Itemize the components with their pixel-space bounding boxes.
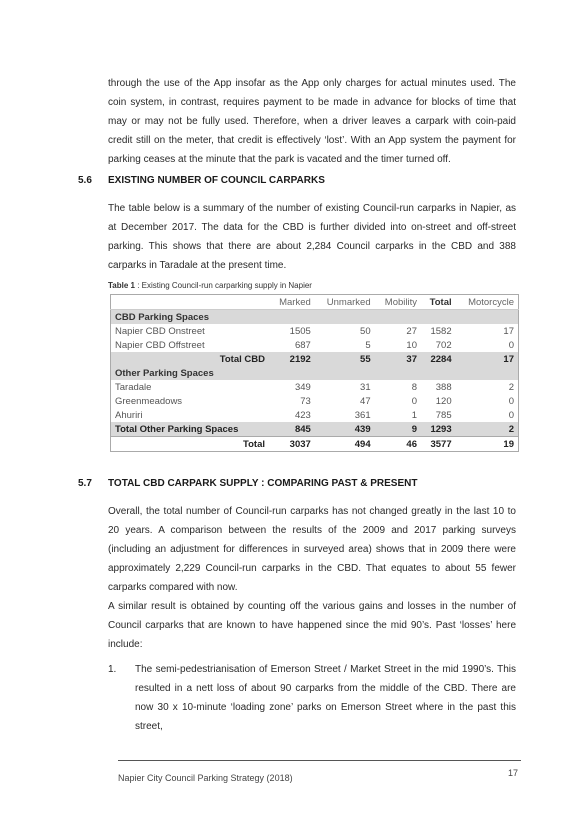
cell: 46 bbox=[375, 437, 421, 452]
cell: 17 bbox=[503, 325, 514, 337]
table-caption bbox=[108, 281, 312, 290]
col-total: Total bbox=[421, 295, 456, 310]
cell: 31 bbox=[360, 381, 371, 393]
subtotal-row bbox=[111, 352, 519, 366]
cell: 1293 bbox=[421, 422, 456, 437]
cell: 0 bbox=[508, 409, 514, 421]
table-row bbox=[111, 380, 519, 394]
section-number: 5.7 bbox=[78, 478, 92, 489]
cell: 439 bbox=[315, 422, 375, 437]
row-label: Greenmeadows bbox=[115, 395, 183, 407]
section-5-7-paragraph-1: Overall, the total number of Council-run carparks has not changed greatly in the last 10 to 20 years. A comparison between the results of the 2009 and 2017 parking surveys (including an adjustment for differences in surveyed area) shows that in 2009 there were approximately 2,229 Council-run carparks in the CBD. That equates to about 55 fewer carparks compared with now. bbox=[108, 506, 516, 593]
grand-total-row bbox=[111, 437, 519, 452]
section-5-7-heading bbox=[78, 478, 417, 489]
cell: 5 bbox=[365, 339, 371, 351]
cell: 687 bbox=[294, 339, 311, 351]
page-number: 17 bbox=[508, 768, 519, 778]
cell: 1582 bbox=[430, 325, 452, 337]
cell: 2192 bbox=[269, 352, 315, 366]
cell: 55 bbox=[315, 352, 375, 366]
row-label: Taradale bbox=[115, 381, 152, 393]
cell: 3037 bbox=[269, 437, 315, 452]
carparking-supply-table bbox=[110, 294, 519, 452]
section-number: 5.6 bbox=[78, 175, 92, 186]
cell: 37 bbox=[375, 352, 421, 366]
section-title: TOTAL CBD CARPARK SUPPLY : COMPARING PAST & PRESENT bbox=[108, 478, 418, 489]
table-header-row bbox=[111, 295, 519, 310]
cell: 423 bbox=[294, 409, 311, 421]
row-label: Ahuriri bbox=[115, 409, 143, 421]
table-row bbox=[111, 338, 519, 352]
table-caption-label: Table 1 bbox=[108, 281, 135, 290]
cell: 0 bbox=[508, 339, 514, 351]
cell: 349 bbox=[294, 381, 311, 393]
footer-divider bbox=[118, 760, 521, 761]
col-mobility: Mobility bbox=[375, 295, 421, 310]
cell: 2284 bbox=[421, 352, 456, 366]
section-5-6-heading bbox=[78, 175, 325, 186]
row-label: Napier CBD Onstreet bbox=[115, 325, 205, 337]
table-row bbox=[111, 324, 519, 338]
cell: 8 bbox=[411, 381, 417, 393]
cell: 17 bbox=[456, 352, 519, 366]
col-unmarked: Unmarked bbox=[315, 295, 375, 310]
cell: 1505 bbox=[289, 325, 311, 337]
cell: 388 bbox=[435, 381, 452, 393]
cell: 2 bbox=[456, 422, 519, 437]
col-motorcycle: Motorcycle bbox=[456, 295, 519, 310]
group-title-row bbox=[111, 310, 519, 325]
table-caption-text: : Existing Council-run carparking supply in Napier bbox=[134, 281, 312, 290]
cell: 0 bbox=[411, 395, 417, 407]
group-title: CBD Parking Spaces bbox=[111, 310, 519, 325]
subtotal-row bbox=[111, 422, 519, 437]
list-item-text: The semi-pedestrianisation of Emerson Street / Market Street in the mid 1990’s. This resulted in a nett loss of about 90 carparks from the middle of the CBD. There are now 30 x 10-minute ‘loading zone’ parks on Emerson Street where in the past this street, bbox=[135, 664, 516, 732]
cell: 27 bbox=[406, 325, 417, 337]
intro-paragraph: through the use of the App insofar as the App only charges for actual minutes used. The coin system, in contrast, requires payment to be made in advance for blocks of time that may or may not be fully used. Therefore, when a driver leaves a carpark with coin-paid credit still on the meter, that credit is effectively ‘lost’. With an App system the payment for parking ceases at the minute that the park is vacated and the timer turned off. bbox=[108, 78, 516, 165]
cell: 494 bbox=[315, 437, 375, 452]
cell: 50 bbox=[360, 325, 371, 337]
cell: 19 bbox=[456, 437, 519, 452]
cell: 361 bbox=[354, 409, 371, 421]
cell: 73 bbox=[300, 395, 311, 407]
cell: 1 bbox=[411, 409, 417, 421]
list-item-number: 1. bbox=[108, 664, 117, 675]
row-label: Napier CBD Offstreet bbox=[115, 339, 205, 351]
cell: 47 bbox=[360, 395, 371, 407]
grand-total-label: Total bbox=[111, 437, 270, 452]
footer-text: Napier City Council Parking Strategy (2018) bbox=[118, 773, 293, 783]
cell: 702 bbox=[435, 339, 452, 351]
cell: 845 bbox=[269, 422, 315, 437]
section-5-6-paragraph: The table below is a summary of the number of existing Council-run carparks in Napier, as at December 2017. The data for the CBD is further divided into on-street and off-street parking. This shows that there are about 2,284 Council carparks in the CBD and 388 carparks in Taradale at the present time. bbox=[108, 203, 516, 271]
col-marked: Marked bbox=[269, 295, 315, 310]
section-title: EXISTING NUMBER OF COUNCIL CARPARKS bbox=[108, 175, 325, 186]
table-row bbox=[111, 394, 519, 408]
cell: 9 bbox=[375, 422, 421, 437]
cell: 0 bbox=[508, 395, 514, 407]
cell: 10 bbox=[406, 339, 417, 351]
table-row bbox=[111, 408, 519, 422]
header-blank bbox=[111, 295, 270, 310]
section-5-7-paragraph-2: A similar result is obtained by counting off the various gains and losses in the number of Council carparks that are known to have happened since the mid 90’s. Past ‘losses’ here include: bbox=[108, 601, 516, 650]
cell: 3577 bbox=[421, 437, 456, 452]
cell: 2 bbox=[508, 381, 514, 393]
cell: 120 bbox=[435, 395, 452, 407]
group-title-row bbox=[111, 366, 519, 380]
cell: 785 bbox=[435, 409, 452, 421]
subtotal-label: Total CBD bbox=[111, 352, 270, 366]
subtotal-label: Total Other Parking Spaces bbox=[111, 422, 270, 437]
group-title: Other Parking Spaces bbox=[111, 366, 519, 380]
